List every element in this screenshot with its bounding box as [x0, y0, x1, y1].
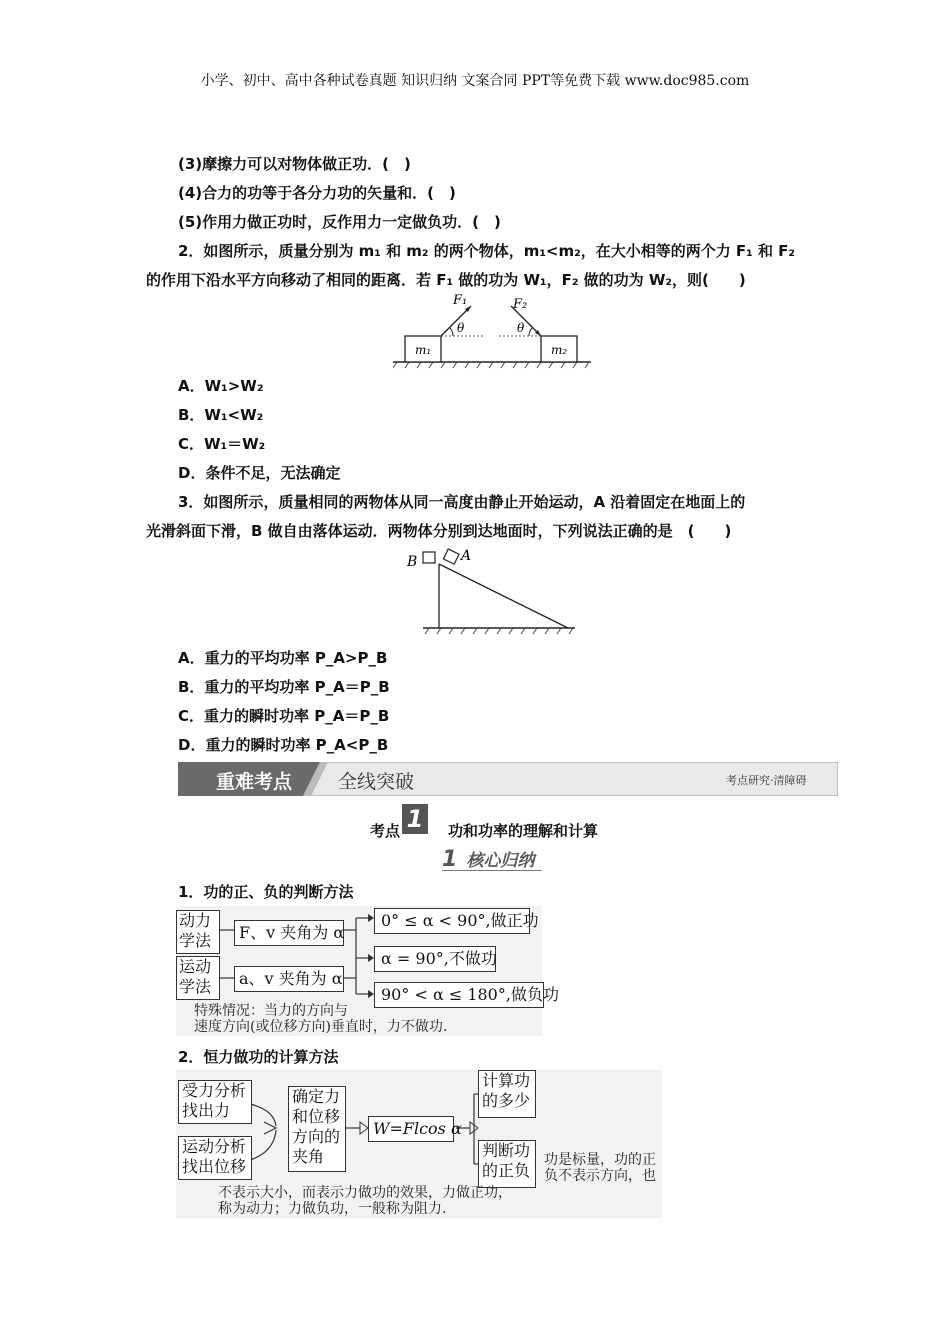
q2-option-d: D．条件不足，无法确定: [178, 464, 341, 482]
sec1-note-line1: 特殊情况：当力的方向与: [194, 1003, 348, 1019]
m2-label: m₂: [551, 343, 568, 357]
core-summary-title: 核心归纳: [466, 851, 535, 871]
q2-stem-line1: 2．如图所示，质量分别为 m₁ 和 m₂ 的两个物体，m₁<m₂，在大小相等的两个力 F₁ 和 F₂: [178, 242, 795, 260]
kinematics-method-box: 运动 学法: [176, 956, 220, 1000]
q2-stem-line2: 的作用下沿水平方向移动了相同的距离．若 F₁ 做的功为 W₁，F₂ 做的功为 W₂，则( ): [146, 271, 746, 289]
q1-item-4: (4)合力的功等于各分力功的矢量和．( ): [178, 184, 456, 202]
sec2-title: 2．恒力做功的计算方法: [178, 1048, 339, 1066]
q3-option-a: A．重力的平均功率 P_A>P_B: [178, 649, 388, 667]
q2-figure: [393, 290, 593, 370]
motion-analysis-box: 运动分析 找出位移: [178, 1136, 252, 1180]
a-label: A: [461, 548, 472, 564]
q3-figure: [403, 544, 581, 636]
dynamics-angle-box: F、v 夹角为 α: [234, 920, 344, 946]
b-label: B: [407, 554, 418, 570]
core-summary-heading: [442, 846, 542, 871]
sec1-title: 1．功的正、负的判断方法: [178, 883, 354, 901]
sec2-note-right-line1: 功是标量，功的正: [544, 1152, 656, 1168]
result-positive-box: 0° ≤ α < 90°,做正功: [374, 908, 530, 934]
q2-option-c: C．W₁＝W₂: [178, 435, 266, 453]
banner-left-text: 重难考点: [216, 771, 293, 793]
theta-label-1: θ: [457, 321, 465, 335]
compute-work-box: 计算功 的多少: [478, 1070, 536, 1118]
theta-label-2: θ: [517, 321, 525, 335]
q2-option-b: B．W₁<W₂: [178, 406, 264, 424]
sec1-note-line2: 速度方向(或位移方向)垂直时，力不做功.: [194, 1019, 448, 1035]
banner-right-text: 全线突破: [338, 771, 415, 793]
dynamics-method-box: 动力 学法: [176, 910, 220, 954]
banner-tag: 考点研究·清障碍: [726, 774, 807, 787]
kinematics-angle-box: a、v 夹角为 α: [234, 966, 344, 992]
sec2-note-right-line2: 负不表示方向，也: [544, 1168, 656, 1184]
force-analysis-box: 受力分析 找出力: [178, 1080, 252, 1124]
sec2-note-line2: 称为动力；力做负功，一般称为阻力.: [218, 1201, 447, 1217]
result-zero-box: α = 90°,不做功: [374, 946, 496, 972]
angle-determine-box: 确定力 和位移 方向的 夹角: [288, 1086, 346, 1172]
topic-number-badge: 1: [402, 804, 428, 834]
page-header: 小学、初中、高中各种试卷真题 知识归纳 文案合同 PPT等免费下载 www.doc985.com: [200, 73, 750, 89]
q3-option-d: D．重力的瞬时功率 P_A<P_B: [178, 736, 389, 754]
section-banner: [178, 762, 838, 796]
result-negative-box: 90° < α ≤ 180°,做负功: [374, 982, 544, 1008]
f1-label: F₁: [453, 293, 468, 308]
q2-option-a: A．W₁>W₂: [178, 377, 264, 395]
topic-title: 功和功率的理解和计算: [448, 822, 599, 840]
q3-stem-line2: 光滑斜面下滑，B 做自由落体运动．两物体分别到达地面时，下列说法正确的是 ( ): [146, 522, 732, 540]
work-formula-box: W=Flcos α: [368, 1116, 454, 1142]
f2-label: F₂: [513, 297, 528, 312]
m1-label: m₁: [415, 343, 432, 357]
topic-prefix: 考点: [370, 822, 401, 840]
q3-stem-line1: 3．如图所示，质量相同的两物体从同一高度由静止开始运动，A 沿着固定在地面上的: [178, 493, 746, 511]
core-summary-num: 1: [442, 847, 458, 872]
q1-item-3: (3)摩擦力可以对物体做正功．( ): [178, 155, 411, 173]
q3-option-c: C．重力的瞬时功率 P_A＝P_B: [178, 707, 390, 725]
sec2-note-line1: 不表示大小，而表示力做功的效果，力做正功，: [218, 1185, 512, 1201]
judge-sign-box: 判断功 的正负: [478, 1140, 536, 1188]
q3-option-b: B．重力的平均功率 P_A＝P_B: [178, 678, 390, 696]
q1-item-5: (5)作用力做正功时，反作用力一定做负功．( ): [178, 213, 501, 231]
